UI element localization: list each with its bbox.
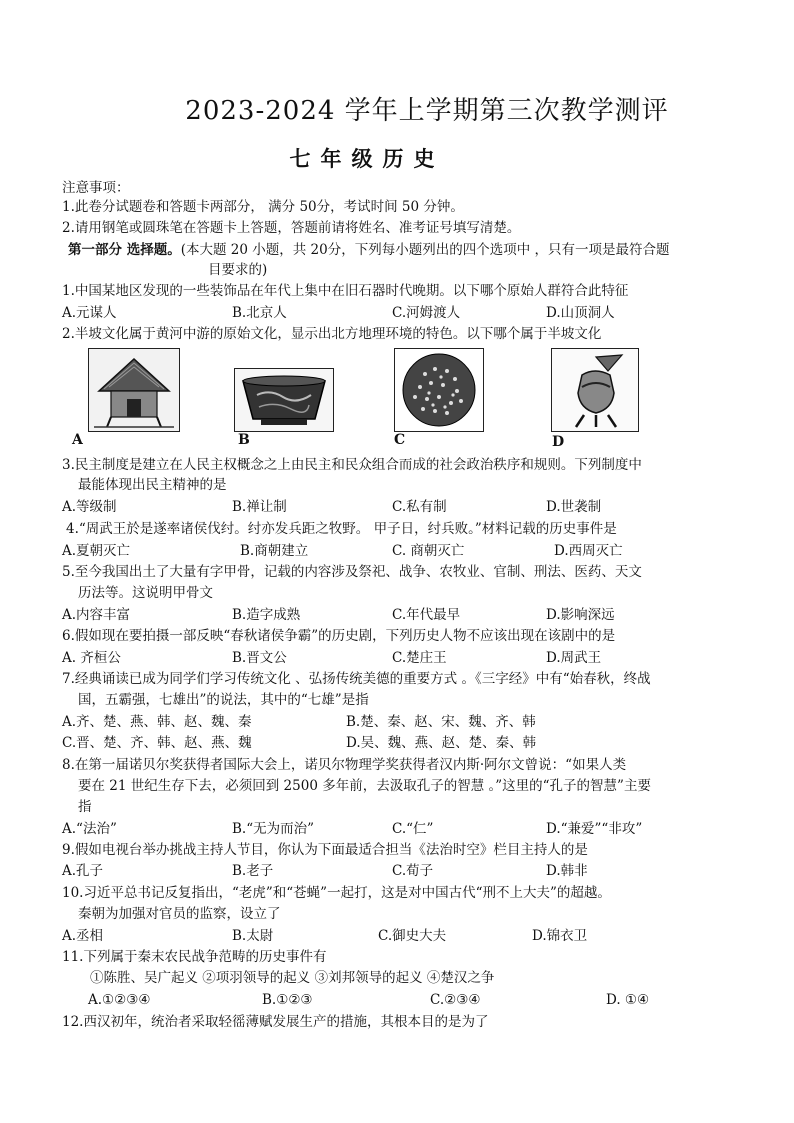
question-5: 5.至今我国出土了大量有字甲骨，记载的内容涉及祭祀、战争、农牧业、官制、刑法、医药、天文	[62, 564, 642, 580]
option-d: D.山顶洞人	[546, 305, 615, 321]
subject-title: 七年级历史	[289, 146, 445, 171]
image-label-b: B	[238, 432, 250, 448]
option-b: B.老子	[232, 863, 274, 879]
question-8-cont: 要在 21 世纪生存下去，必须回到 2500 多年前，去汲取孔子的智慧 。”这里的“孔子的智慧”主要	[78, 778, 651, 794]
image-label-a: A	[72, 432, 83, 448]
option-d: D.锦衣卫	[532, 928, 588, 944]
section-header	[68, 241, 670, 259]
question-10-cont: 秦朝为加强对官员的监察，设立了	[78, 906, 281, 922]
question-11: 11.下列属于秦末农民战争范畴的历史事件有	[62, 949, 327, 965]
option-a: A.夏朝灭亡	[62, 543, 131, 559]
question-3: 3.民主制度是建立在人民主权概念之上由民主和民众组合而成的社会政治秩序和规则。下列制度中	[62, 457, 642, 473]
option-b: B.楚、秦、赵、宋、魏、齐、韩	[346, 714, 536, 730]
question-3-cont: 最能体现出民主精神的是	[78, 477, 227, 493]
option-c: C.私有制	[392, 499, 447, 515]
question-6: 6.假如现在要拍摄一部反映“春秋诸侯争霸”的历史剧，下列历史人物不应该出现在该剧中的是	[62, 628, 616, 644]
option-d: D.影响深远	[546, 607, 615, 623]
option-c: C.晋、楚、齐、韩、赵、燕、魏	[62, 735, 252, 751]
carbonized-millet-icon	[394, 348, 484, 432]
option-d: D.西周灭亡	[554, 543, 623, 559]
option-a: A.齐、楚、燕、韩、赵、魏、秦	[62, 714, 252, 730]
question-5-cont: 历法等。这说明甲骨文	[78, 585, 213, 601]
option-a: A.元谋人	[62, 305, 117, 321]
black-pottery-cup-icon	[234, 368, 334, 432]
section-description-cont: 目要求的)	[208, 262, 268, 278]
section-description: (本大题 20 小题，共 20分，下列每小题列出的四个选项中 ，只有一项是最符合题	[180, 242, 670, 258]
option-a: A.“法治”	[62, 821, 117, 837]
question-1: 1.中国某地区发现的一些装饰品在年代上集中在旧石器时代晚期。以下哪个原始人群符合此特征	[62, 283, 629, 299]
option-a: A. 齐桓公	[62, 650, 121, 666]
option-c: C.荀子	[392, 863, 434, 879]
option-a: A.孔子	[62, 863, 104, 879]
option-d: D.周武王	[546, 650, 602, 666]
question-12: 12.西汉初年，统治者采取轻徭薄赋发展生产的措施，其根本目的是为了	[62, 1014, 489, 1030]
painted-pottery-vessel-icon	[551, 348, 639, 432]
section-label: 第一部分 选择题。	[68, 242, 181, 258]
option-c: C.河姆渡人	[392, 305, 461, 321]
question-7: 7.经典诵读已成为同学们学习传统文化 、弘扬传统美德的重要方式 。《三字经》中有“始春秋，终战	[62, 671, 651, 687]
option-d: D. ①④	[606, 992, 650, 1008]
question-7-cont: 国，五霸强，七雄出”的说法，其中的“七雄”是指	[78, 692, 369, 708]
option-b: B.造字成熟	[232, 607, 301, 623]
option-b: B.北京人	[232, 305, 287, 321]
option-c: C.②③④	[430, 992, 481, 1008]
question-9: 9.假如电视台举办挑战主持人节目，你认为下面最适合担当《法治时空》栏目主持人的是	[62, 842, 588, 858]
option-b: B.“无为而治”	[232, 821, 315, 837]
option-d: D.吴、魏、燕、赵、楚、秦、韩	[346, 735, 537, 751]
image-label-d: D	[552, 434, 565, 450]
question-10: 10.习近平总书记反复指出，“老虎”和“苍蝇”一起打，这是对中国古代“刑不上大夫”的超越。	[62, 885, 611, 901]
question-4: 4.“周武王於是遂率诸侯伐纣。纣亦发兵距之牧野。 甲子日，纣兵败。”材料记载的历史事件是	[66, 521, 617, 537]
exam-title: 2023-2024 学年上学期第三次教学测评	[185, 96, 669, 126]
option-c: C. 商朝灭亡	[392, 543, 465, 559]
option-c: C.年代最早	[392, 607, 461, 623]
option-a: A.内容丰富	[62, 607, 131, 623]
notes-heading: 注意事项：	[62, 180, 130, 196]
option-c: C.“仁”	[392, 821, 434, 837]
thatched-hut-icon	[88, 348, 180, 432]
question-2: 2.半坡文化属于黄河中游的原始文化，显示出北方地理环境的特色。以下哪个属于半坡文化	[62, 326, 602, 342]
option-b: B.太尉	[232, 928, 274, 944]
option-b: B.晋文公	[232, 650, 287, 666]
note-item: 1.此卷分试题卷和答题卡两部分， 满分 50分，考试时间 50 分钟。	[62, 199, 464, 215]
question-8: 8.在第一届诺贝尔奖获得者国际大会上，诺贝尔物理学奖获得者汉内斯·阿尔文曾说：“如果人类	[62, 757, 627, 773]
option-b: B.①②③	[262, 992, 313, 1008]
option-a: A.等级制	[62, 499, 117, 515]
option-c: C.御史大夫	[378, 928, 447, 944]
option-a: A.丞相	[62, 928, 104, 944]
option-a: A.①②③④	[88, 992, 151, 1008]
option-d: D.韩非	[546, 863, 588, 879]
option-b: B.商朝建立	[240, 543, 309, 559]
option-d: D.“兼爱”“非攻”	[546, 821, 643, 837]
option-c: C.楚庄王	[392, 650, 447, 666]
option-d: D.世袭制	[546, 499, 602, 515]
image-label-c: C	[394, 432, 406, 448]
question-11-statements: ①陈胜、吴广起义 ②项羽领导的起义 ③刘邦领导的起义 ④楚汉之争	[90, 970, 495, 986]
option-b: B.禅让制	[232, 499, 287, 515]
note-item: 2.请用钢笔或圆珠笔在答题卡上答题，答题前请将姓名、准考证号填写清楚。	[62, 220, 521, 236]
question-8-cont: 指	[78, 799, 92, 815]
